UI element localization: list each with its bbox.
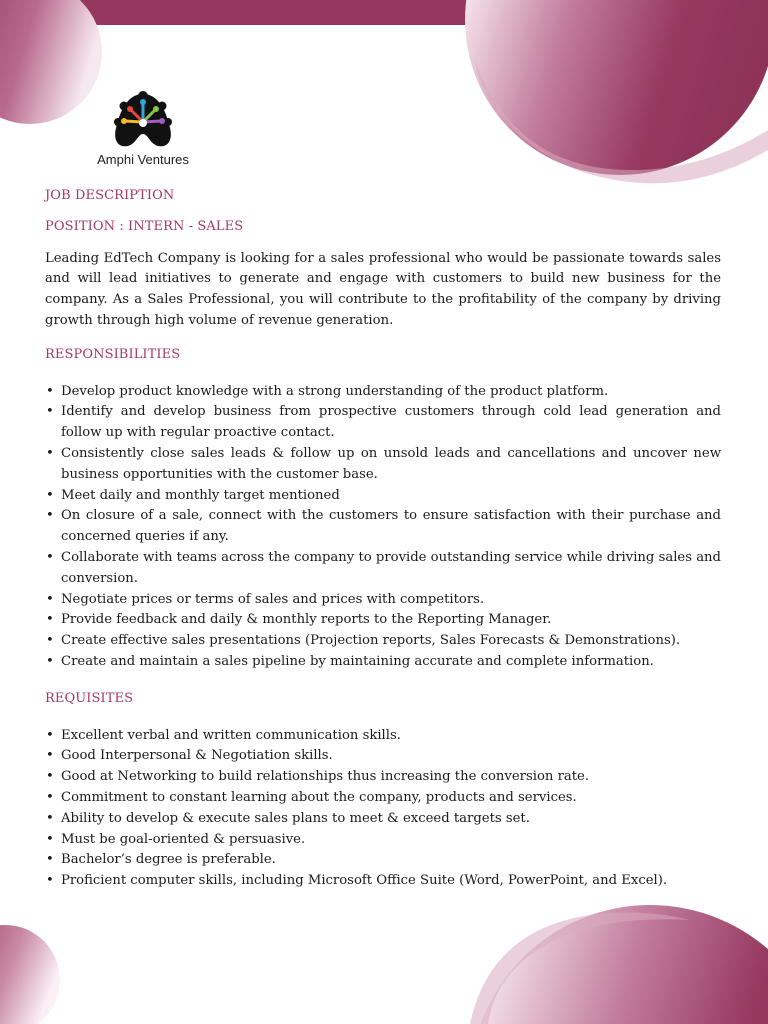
list-item: • Commitment to constant learning about the company, products and services. <box>45 788 721 809</box>
list-item: • Develop product knowledge with a strong understanding of the product platform. <box>45 382 721 403</box>
top-left-circle <box>0 0 102 124</box>
requisites-list <box>45 726 721 892</box>
list-item: • Excellent verbal and written communication skills. <box>45 726 721 747</box>
list-item: • Create and maintain a sales pipeline by maintaining accurate and complete information. <box>45 652 721 673</box>
company-logo <box>88 88 198 170</box>
list-item: • Good at Networking to build relationships thus increasing the conversion rate. <box>45 767 721 788</box>
logo-text: Amphi Ventures <box>97 152 189 167</box>
list-item: • Must be goal-oriented & persuasive. <box>45 830 721 851</box>
position-heading: POSITION : INTERN - SALES <box>45 218 244 234</box>
list-item: • Good Interpersonal & Negotiation skills. <box>45 746 721 767</box>
amphi-logo-icon <box>108 88 178 152</box>
intro-paragraph: Leading EdTech Company is looking for a sales professional who would be passionate towards sales and will lead initiatives to generate and engage with customers to build new business for the company. As a Sales Professional, you will contribute to the profitability of the company by driving growth through high volume of revenue generation. <box>45 250 721 328</box>
list-item: • Meet daily and monthly target mentioned <box>45 486 721 507</box>
responsibilities-list <box>45 382 721 673</box>
list-item: • Collaborate with teams across the company to provide outstanding service while driving sales and conversion. <box>45 548 721 590</box>
list-item: • Create effective sales presentations (Projection reports, Sales Forecasts & Demonstrations). <box>45 631 721 652</box>
requisites-heading: REQUISITES <box>45 690 134 706</box>
list-item: • Bachelor’s degree is preferable. <box>45 850 721 871</box>
job-description-document <box>45 186 721 892</box>
list-item: • Identify and develop business from prospective customers through cold lead generation and follow up with regular proactive contact. <box>45 402 721 444</box>
list-item: • On closure of a sale, connect with the customers to ensure satisfaction with their purchase and concerned queries if any. <box>45 506 721 548</box>
document-title: JOB DESCRIPTION <box>45 188 175 203</box>
list-item: • Provide feedback and daily & monthly reports to the Reporting Manager. <box>45 610 721 631</box>
responsibilities-heading: RESPONSIBILITIES <box>45 346 181 362</box>
list-item: • Ability to develop & execute sales plans to meet & exceed targets set. <box>45 809 721 830</box>
top-right-circle <box>465 0 768 175</box>
list-item: • Negotiate prices or terms of sales and prices with competitors. <box>45 590 721 611</box>
list-item: • Proficient computer skills, including Microsoft Office Suite (Word, PowerPoint, and Excel). <box>45 871 721 892</box>
list-item: • Consistently close sales leads & follow up on unsold leads and cancellations and uncover new business opportunities with the customer base. <box>45 444 721 486</box>
bottom-left-circle <box>0 925 60 1024</box>
